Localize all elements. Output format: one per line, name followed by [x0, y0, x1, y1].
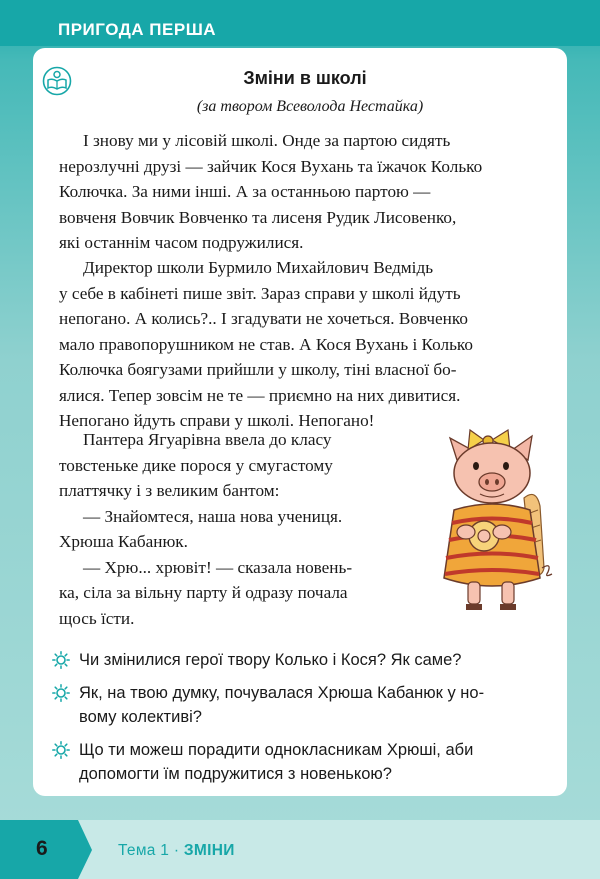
- paragraph-3: [59, 427, 414, 631]
- text-line: товстеньке дике порося у смугастому: [59, 455, 333, 475]
- text-line: нерозлучні друзі — зайчик Кося Вухань та їжачок Колько: [59, 156, 483, 176]
- text-line: Пантера Ягуарівна ввела до класу: [83, 430, 332, 449]
- text-line: ялися. Тепер зовсім не те — приємно на них дивитися.: [59, 385, 461, 405]
- text-line: які останнім часом подружилися.: [59, 233, 304, 252]
- question-text: [79, 738, 549, 786]
- text-line: ка, сіла за вільну парту й одразу почала: [59, 583, 348, 602]
- paragraph-1: [59, 128, 545, 256]
- section-title: ПРИГОДА ПЕРША: [58, 20, 217, 39]
- text-line: Колючка боягузами прийшли у школу, тіні власної бо-: [59, 360, 457, 379]
- text-line: Директор школи Бурмило Михайлович Ведмідь: [83, 258, 434, 277]
- page-number: 6: [36, 837, 48, 860]
- text-line: Хрюша Кабанюк.: [59, 532, 188, 551]
- text-line: у себе в кабінеті пише звіт. Зараз справи у школі йдуть: [59, 283, 461, 303]
- text-line: непогано. А колись?.. І згадувати не хочеться. Вовченко: [59, 309, 468, 328]
- text-line: платтячку і з великим бантом:: [59, 481, 280, 500]
- story-title: Зміни в школі: [243, 68, 367, 88]
- topic-name: ЗМІНИ: [183, 842, 235, 859]
- page-footer: [0, 820, 600, 879]
- header-bar: [0, 0, 600, 46]
- text-line: мало правопорушником не став. А Кося Вухань і Колько: [59, 334, 473, 354]
- text-line: Непогано йдуть справи у школі. Непогано!: [59, 411, 375, 430]
- sun-bullet-icon: [52, 684, 70, 702]
- story-subtitle: (за твором Всеволода Нестайка): [196, 98, 424, 115]
- text-line: щось їсти.: [59, 608, 135, 628]
- footer-topic: [118, 842, 235, 860]
- question-text: [79, 648, 549, 672]
- sun-bullet-icon: [52, 741, 70, 759]
- text-line: вому колективі?: [79, 708, 202, 726]
- text-line: Колючка. За ними інші. А за останньою партою —: [59, 182, 431, 201]
- text-line: Як, на твою думку, почувалася Хрюша Кабанюк у но-: [79, 684, 485, 702]
- text-line: — Хрю... хрювіт! — сказала новень-: [83, 557, 353, 577]
- text-line: вовченя Вовчик Вовченко та лисеня Рудик Лисовенко,: [59, 207, 457, 227]
- text-line: допомогти їм подружитися з новенькою?: [79, 765, 392, 783]
- text-line: І знову ми у лісовій школі. Онде за партою сидять: [83, 131, 451, 150]
- paragraph-2: [59, 255, 545, 434]
- text-line: Що ти можеш порадити однокласникам Хрюші, аби: [79, 741, 474, 759]
- text-line: Чи змінилися герої твору Колько і Кося? Як саме?: [79, 651, 462, 669]
- pig-character-illustration: [432, 428, 557, 613]
- sun-bullet-icon: [52, 651, 70, 669]
- topic-prefix: Тема 1 ·: [118, 842, 184, 859]
- text-line: — Знайомтеся, наша нова учениця.: [83, 506, 343, 526]
- question-text: [79, 681, 549, 729]
